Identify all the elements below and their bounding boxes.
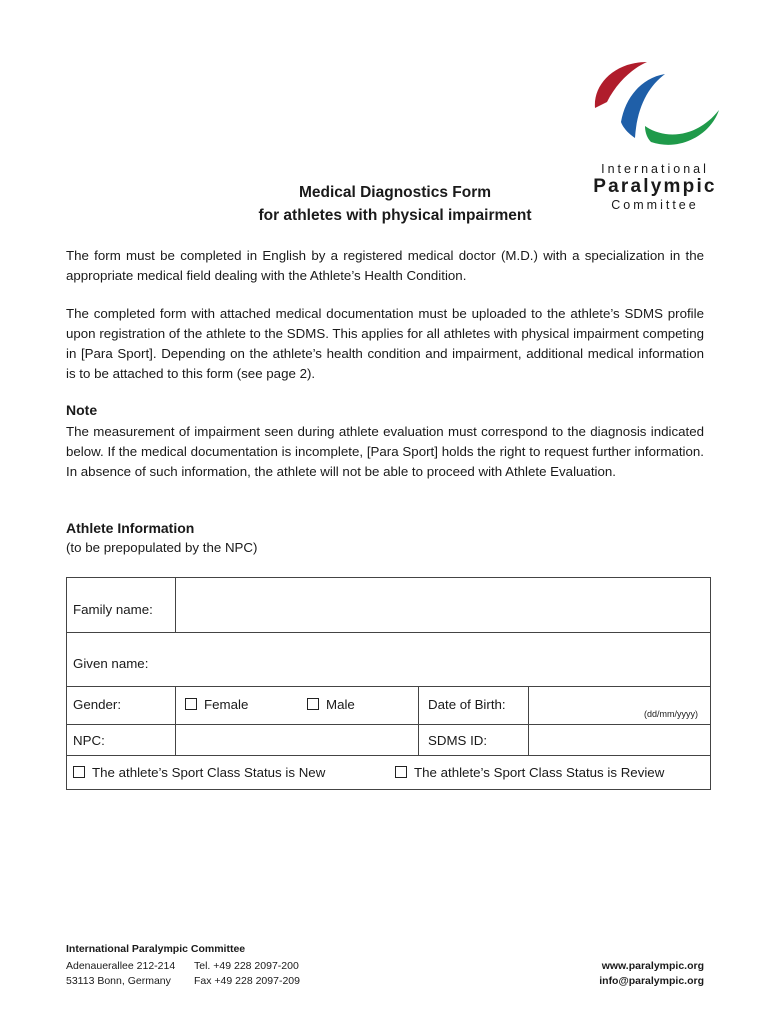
gender-female-option[interactable]: Female — [185, 697, 248, 712]
footer-address-line1: Adenauerallee 212-214 — [66, 960, 176, 972]
footer-email-link[interactable]: info@paralympic.org — [599, 975, 704, 987]
npc-label: NPC: — [73, 733, 105, 748]
footer-tel: Tel. +49 228 2097-200 — [194, 960, 299, 972]
ipc-logo — [585, 56, 725, 212]
sdms-id-label: SDMS ID: — [428, 733, 488, 748]
family-name-label: Family name: — [73, 602, 153, 617]
status-review-option[interactable]: The athlete’s Sport Class Status is Review — [395, 765, 664, 780]
npc-field[interactable] — [177, 726, 417, 754]
page-title: Medical Diagnostics Form — [298, 184, 492, 201]
footer-phone — [194, 959, 300, 989]
dob-format-hint: (dd/mm/yyyy) — [644, 709, 698, 719]
status-new-option[interactable]: The athlete’s Sport Class Status is New — [73, 765, 325, 780]
dob-label: Date of Birth: — [428, 697, 506, 712]
footer-organization: International Paralympic Committee — [66, 943, 246, 955]
note-heading: Note — [66, 402, 98, 418]
footer-contact — [599, 959, 704, 989]
status-review-checkbox[interactable] — [395, 766, 407, 778]
footer-fax: Fax +49 228 2097-209 — [194, 975, 300, 987]
intro-paragraph: The form must be completed in English by a registered medical doctor (M.D.) with a specialization in the appropriate medical field dealing with the Athlete’s Health Condition. — [66, 248, 704, 283]
page-subtitle: for athletes with physical impairment — [258, 207, 532, 224]
given-name-field[interactable] — [177, 634, 708, 684]
upload-paragraph: The completed form with attached medical documentation must be uploaded to the athlete’s SDMS profile upon registration of the athlete to the SDMS. This applies for all athletes with physical impairment competing in [Para Sport]. Depending on the athlete’s health condition and impairment, additional medical information is to be attached to this form (see page 2). — [66, 306, 704, 381]
footer-address-line2: 53113 Bonn, Germany — [66, 975, 171, 987]
athlete-info-heading: Athlete Information — [66, 520, 195, 536]
female-checkbox[interactable] — [185, 698, 197, 710]
sdms-id-field[interactable] — [530, 726, 708, 754]
gender-label: Gender: — [73, 697, 122, 712]
status-new-checkbox[interactable] — [73, 766, 85, 778]
male-checkbox[interactable] — [307, 698, 319, 710]
athlete-info-table — [66, 577, 711, 790]
athlete-info-subheading: (to be prepopulated by the NPC) — [66, 540, 258, 555]
family-name-field[interactable] — [177, 580, 708, 630]
footer-website-link[interactable]: www.paralympic.org — [601, 960, 704, 972]
footer-address — [66, 959, 175, 989]
agitos-icon — [585, 56, 725, 156]
logo-line-international: International — [601, 162, 709, 176]
gender-male-option[interactable]: Male — [307, 697, 355, 712]
logo-line-paralympic: Paralympic — [593, 176, 717, 197]
given-name-label: Given name: — [73, 656, 149, 671]
logo-line-committee: Committee — [611, 198, 699, 212]
note-paragraph: The measurement of impairment seen during athlete evaluation must correspond to the diagnosis indicated below. If the medical documentation is incomplete, [Para Sport] holds the right to request further information. In absence of such information, the athlete will not be able to proceed with Athlete Evaluation. — [66, 424, 704, 479]
